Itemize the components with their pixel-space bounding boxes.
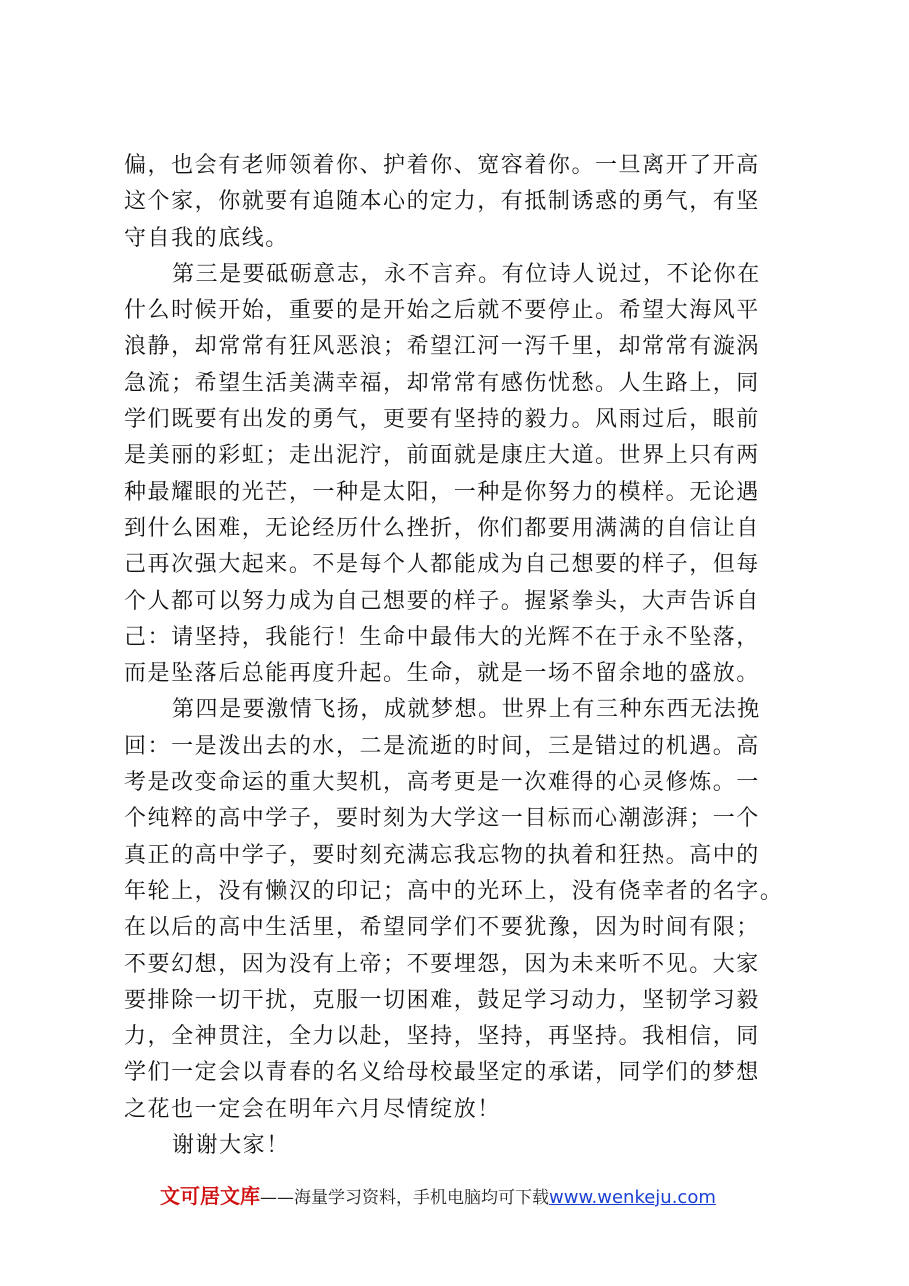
text-line: 回：一是泼出去的水，二是流逝的时间，三是错过的机遇。高: [124, 733, 760, 759]
website-link[interactable]: www.wenkeju.com: [549, 1187, 716, 1208]
brand-name: 文可居文库: [160, 1184, 260, 1208]
text-line: 什么时候开始，重要的是开始之后就不要停止。希望大海风平: [124, 298, 760, 324]
text-line: 真正的高中学子，要时刻充满忘我忘物的执着和狂热。高中的: [124, 842, 760, 868]
text-line: 守自我的底线。: [124, 225, 289, 251]
text-line: 不要幻想，因为没有上帝；不要埋怨，因为未来听不见。大家: [124, 951, 760, 977]
paragraph-start-line: 第三是要砥砺意志，永不言弃。有位诗人说过，不论你在: [172, 261, 761, 287]
footer-dash: ——: [260, 1188, 294, 1208]
text-line: 个纯粹的高中学子，要时刻为大学这一目标而心潮澎湃；一个: [124, 806, 760, 832]
footer-slogan: 海量学习资料，手机电脑均可下载: [294, 1188, 549, 1208]
text-line: 种最耀眼的光芒，一种是太阳，一种是你努力的模样。无论遇: [124, 479, 760, 505]
text-line: 急流；希望生活美满幸福，却常常有感伤忧愁。人生路上，同: [124, 370, 760, 396]
text-line: 浪静，却常常有狂风恶浪；希望江河一泻千里，却常常有漩涡: [124, 334, 760, 360]
text-line: 到什么困难，无论经历什么挫折，你们都要用满满的自信让自: [124, 515, 760, 541]
text-line: 而是坠落后总能再度升起。生命，就是一场不留余地的盛放。: [124, 661, 760, 687]
text-line: 年轮上，没有懒汉的印记；高中的光环上，没有侥幸者的名字。: [124, 878, 784, 904]
text-line: 个人都可以努力成为自己想要的样子。握紧拳头，大声告诉自: [124, 588, 760, 614]
closing-line: 谢谢大家！: [172, 1133, 290, 1159]
text-line: 力，全神贯注，全力以赴，坚持，坚持，再坚持。我相信，同: [124, 1024, 760, 1050]
text-line: 是美丽的彩虹；走出泥泞，前面就是康庄大道。世界上只有两: [124, 443, 760, 469]
text-line: 要排除一切干扰，克服一切困难，鼓足学习动力，坚韧学习毅: [124, 987, 760, 1013]
text-line: 偏，也会有老师领着你、护着你、宽容着你。一旦离开了开高: [124, 153, 760, 178]
text-line: 在以后的高中生活里，希望同学们不要犹豫，因为时间有限；: [124, 915, 760, 941]
text-line: 这个家，你就要有追随本心的定力，有抵制诱惑的勇气，有坚: [124, 189, 760, 215]
text-line: 己：请坚持，我能行！生命中最伟大的光辉不在于永不坠落，: [124, 624, 760, 650]
text-line: 己再次强大起来。不是每个人都能成为自己想要的样子，但每: [124, 552, 760, 578]
document-body: [124, 148, 814, 1164]
text-line: 学们既要有出发的勇气，更要有坚持的毅力。风雨过后，眼前: [124, 407, 760, 433]
text-line: 学们一定会以青春的名义给母校最坚定的承诺，同学们的梦想: [124, 1060, 760, 1086]
text-line: 考是改变命运的重大契机，高考更是一次难得的心灵修炼。一: [124, 770, 760, 796]
footer-banner: [160, 1182, 716, 1212]
paragraph-start-line: 第四是要激情飞扬，成就梦想。世界上有三种东西无法挽: [172, 697, 761, 723]
text-line: 之花也一定会在明年六月尽情绽放！: [124, 1096, 501, 1122]
